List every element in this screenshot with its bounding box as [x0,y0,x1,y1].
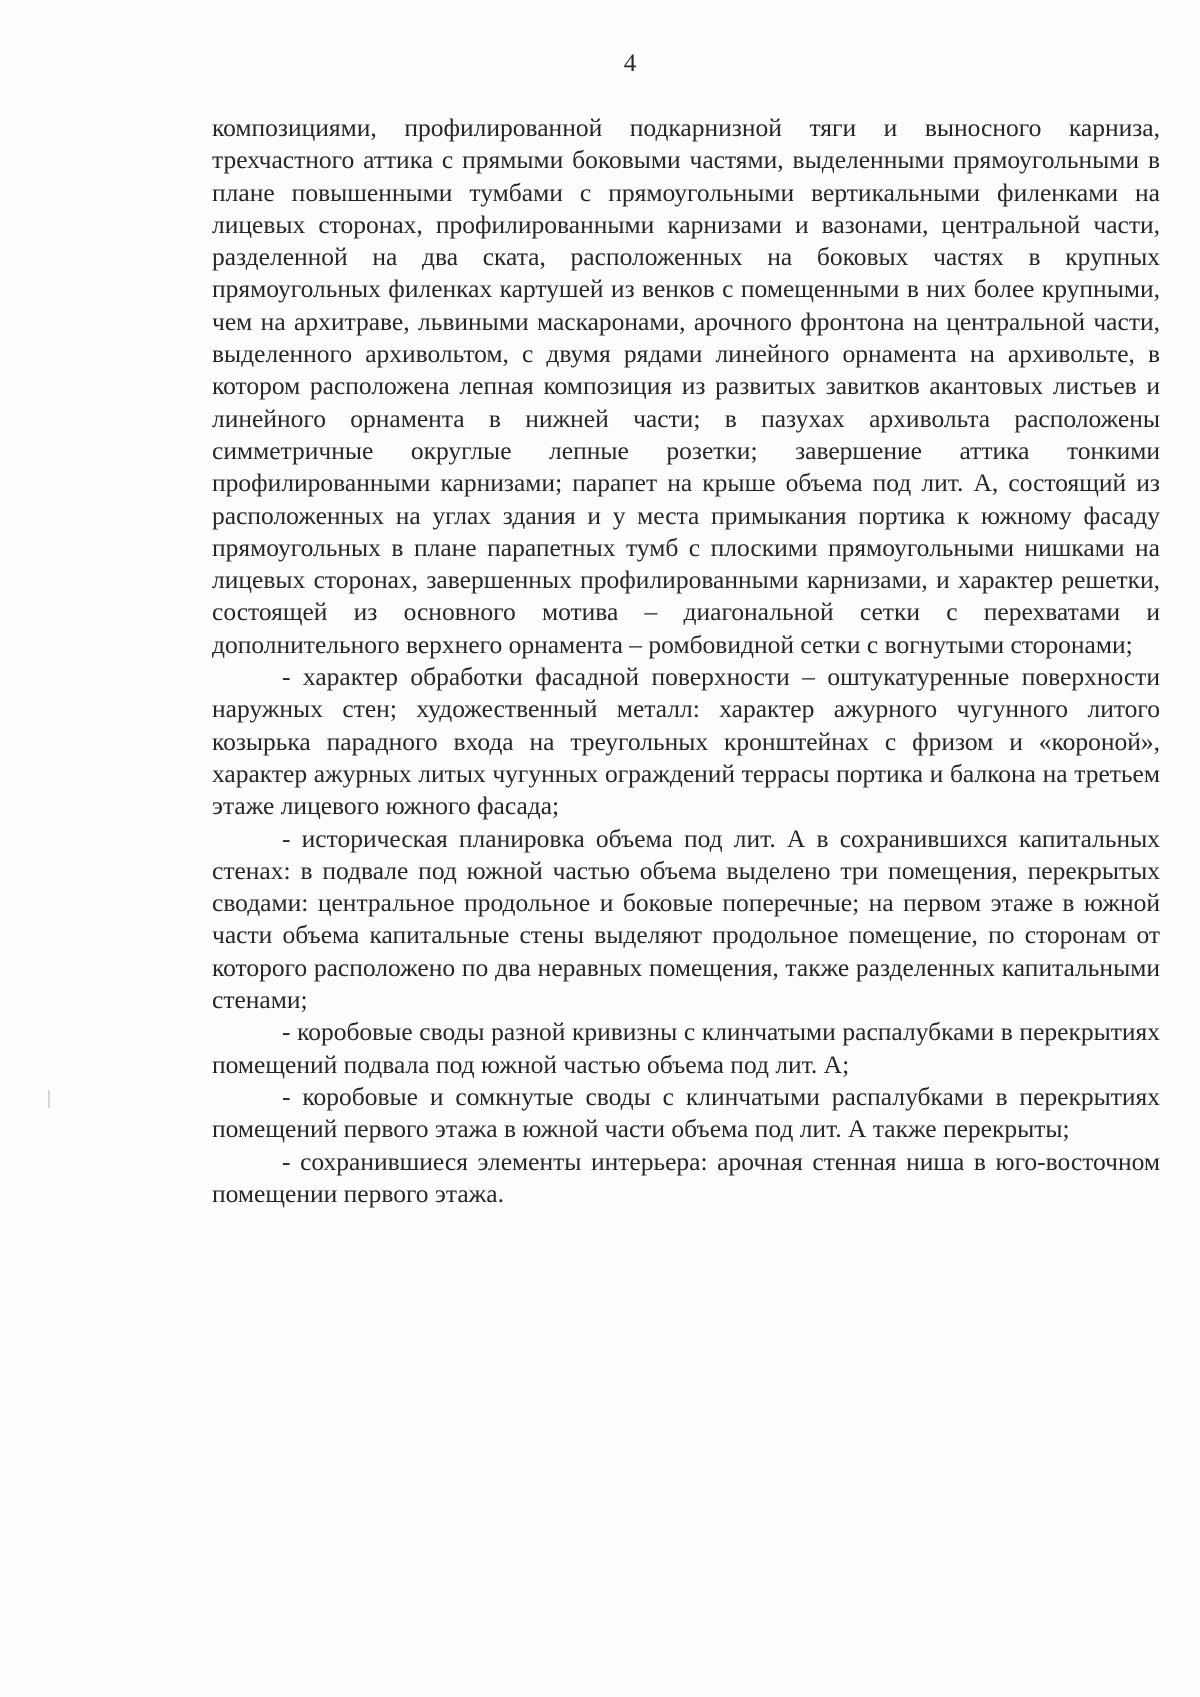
document-body [212,112,1160,1210]
paragraph-facade-finish: - характер обработки фасадной поверхности – оштукатуренные поверхности наружных стен; художественный металл: характер ажурного чугунного литого козырька парадного входа на треугольных кронштейнах с фризом и «короной», характер ажурных литых чугунных ограждений террасы портика и балкона на третьем этаже лицевого южного фасада; [212,662,1160,821]
paragraph-interior-elements: - сохранившиеся элементы интерьера: арочная стенная ниша в юго-восточном помещении первого этажа. [212,1146,1160,1208]
paragraph-historic-layout: - историческая планировка объема под лит. А в сохранившихся капитальных стенах: в подвале под южной частью объема выделено три помещения, перекрытых сводами: центральное продольное и боковые поперечные; на первом этаже в южной части объема капитальные стены выделяют продольное помещение, по сторонам от которого расположено по два неравных помещения, также разделенных капитальными стенами; [212,823,1160,1015]
page-number: 4 [623,50,637,77]
scan-margin-mark [48,1090,50,1108]
paragraph-basement-vaults: - коробовые своды разной кривизны с клинчатыми распалубками в перекрытиях помещений подвала под южной частью объема под лит. А; [212,1017,1160,1079]
paragraph-continuation: композициями, профилированной подкарнизной тяги и выносного карниза, трехчастного аттика с прямыми боковыми частями, выделенными прямоугольными в плане повышенными тумбами с прямоугольными вертикальными филенками на лицевых сторонах, профилированными карнизами и вазонами, центральной части, разделенной на два ската, расположенных на боковых частях в крупных прямоугольных филенках картушей из венков с помещенными в них более крупными, чем на архитраве, львиными маскаронами, арочного фронтона на центральной части, выделенного архивольтом, с двумя рядами линейного орнамента на архивольте, в котором расположена лепная композиция из развитых завитков акантовых листьев и линейного орнамента в нижней части; в пазухах архивольта расположены симметричные округлые лепные розетки; завершение аттика тонкими профилированными карнизами; парапет на крыше объема под лит. А, состоящий из расположенных на углах здания и у места примыкания портика к южному фасаду прямоугольных в плане парапетных тумб с плоскими прямоугольными нишками на лицевых сторонах, завершенных профилированными карнизами, и характер решетки, состоящей из основного мотива – диагональной сетки с перехватами и дополнительного верхнего орнамента – ромбовидной сетки с вогнутыми сторонами; [212,113,1160,659]
paragraph-first-floor-vaults: - коробовые и сомкнутые своды с клинчатыми распалубками в перекрытиях помещений первого этажа в южной части объема под лит. А также перекрыты; [212,1081,1160,1144]
